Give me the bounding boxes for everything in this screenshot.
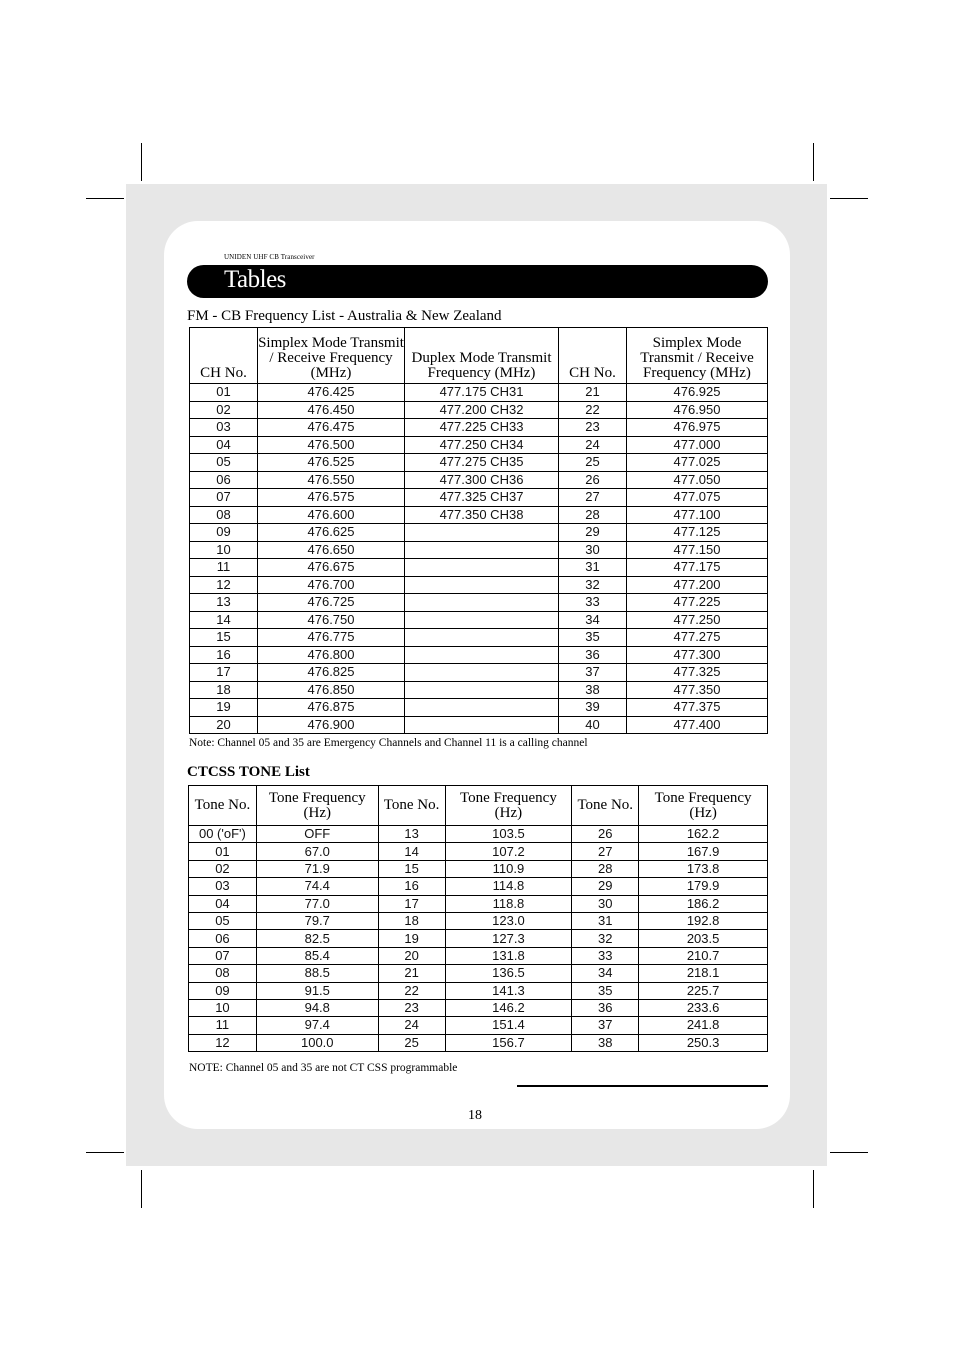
table-cell: 218.1 bbox=[639, 965, 768, 982]
table-cell: 32 bbox=[572, 930, 639, 947]
table-cell: 29 bbox=[572, 878, 639, 895]
table-row bbox=[190, 629, 768, 647]
table-cell: 04 bbox=[189, 895, 257, 912]
table-cell: 151.4 bbox=[445, 1017, 572, 1034]
table-cell: 477.175 CH31 bbox=[405, 384, 559, 402]
table-row bbox=[190, 384, 768, 402]
table-cell: 34 bbox=[559, 611, 627, 629]
table-row bbox=[189, 947, 768, 964]
table-cell: 02 bbox=[189, 860, 257, 877]
crop-mark bbox=[813, 1170, 814, 1208]
table-cell: 33 bbox=[559, 594, 627, 612]
table-cell: 476.525 bbox=[258, 454, 405, 472]
crop-mark bbox=[813, 143, 814, 181]
table-cell bbox=[405, 524, 559, 542]
table-cell: 477.225 bbox=[627, 594, 768, 612]
table-row bbox=[190, 664, 768, 682]
table-row bbox=[190, 541, 768, 559]
table-cell: 34 bbox=[572, 965, 639, 982]
table-row bbox=[190, 611, 768, 629]
table-cell: 477.100 bbox=[627, 506, 768, 524]
table-row bbox=[189, 912, 768, 929]
table-cell: 19 bbox=[378, 930, 445, 947]
table-cell: 476.650 bbox=[258, 541, 405, 559]
table-cell: 16 bbox=[190, 646, 258, 664]
table-cell bbox=[405, 559, 559, 577]
table-cell: 97.4 bbox=[256, 1017, 378, 1034]
table-row bbox=[190, 524, 768, 542]
table-cell: 03 bbox=[189, 878, 257, 895]
table-cell: 179.9 bbox=[639, 878, 768, 895]
table-cell: 05 bbox=[190, 454, 258, 472]
table-cell: 15 bbox=[378, 860, 445, 877]
table-cell: 477.225 CH33 bbox=[405, 419, 559, 437]
table-cell: 11 bbox=[189, 1017, 257, 1034]
table-cell: 476.725 bbox=[258, 594, 405, 612]
table-cell: 36 bbox=[572, 999, 639, 1016]
column-header: Simplex Mode Transmit / Receive Frequency (MHz) bbox=[258, 328, 405, 384]
column-header: Tone Frequency (Hz) bbox=[256, 786, 378, 826]
table-cell: 28 bbox=[572, 860, 639, 877]
table-cell: 26 bbox=[559, 471, 627, 489]
table-header-row bbox=[189, 786, 768, 826]
table-cell: 12 bbox=[189, 1034, 257, 1051]
table-cell: 35 bbox=[572, 982, 639, 999]
table-cell bbox=[405, 629, 559, 647]
table-cell: 21 bbox=[378, 965, 445, 982]
table-cell: 28 bbox=[559, 506, 627, 524]
ctcss-tone-table bbox=[188, 785, 768, 1052]
column-header: CH No. bbox=[559, 328, 627, 384]
column-header: Simplex Mode Transmit / Receive Frequency (MHz) bbox=[627, 328, 768, 384]
table-cell: 476.675 bbox=[258, 559, 405, 577]
table-row bbox=[189, 826, 768, 843]
table-row bbox=[190, 436, 768, 454]
table-cell: 33 bbox=[572, 947, 639, 964]
table-cell: 79.7 bbox=[256, 912, 378, 929]
table-cell: 11 bbox=[190, 559, 258, 577]
table-row bbox=[190, 401, 768, 419]
table-cell bbox=[405, 699, 559, 717]
table-row bbox=[189, 1034, 768, 1051]
table-cell: 85.4 bbox=[256, 947, 378, 964]
table-cell: 18 bbox=[190, 681, 258, 699]
table-cell: 20 bbox=[378, 947, 445, 964]
crop-mark bbox=[141, 143, 142, 181]
table-cell: 123.0 bbox=[445, 912, 572, 929]
table-cell: 203.5 bbox=[639, 930, 768, 947]
column-header: Duplex Mode Transmit Frequency (MHz) bbox=[405, 328, 559, 384]
column-header: Tone No. bbox=[189, 786, 257, 826]
ctcss-section-title: CTCSS TONE List bbox=[187, 764, 310, 780]
table-cell: 38 bbox=[572, 1034, 639, 1051]
table-cell: 37 bbox=[572, 1017, 639, 1034]
table-row bbox=[190, 419, 768, 437]
table-cell: 09 bbox=[190, 524, 258, 542]
table-cell: 15 bbox=[190, 629, 258, 647]
table-cell: 186.2 bbox=[639, 895, 768, 912]
table-cell: 476.550 bbox=[258, 471, 405, 489]
table-cell: 476.575 bbox=[258, 489, 405, 507]
table-header-row bbox=[190, 328, 768, 384]
table-row bbox=[189, 878, 768, 895]
table-cell: 38 bbox=[559, 681, 627, 699]
crop-mark bbox=[141, 1170, 142, 1208]
table-cell: 477.200 CH32 bbox=[405, 401, 559, 419]
table-cell: 30 bbox=[559, 541, 627, 559]
table-cell: 10 bbox=[189, 999, 257, 1016]
table-cell: 13 bbox=[190, 594, 258, 612]
table-cell: 477.000 bbox=[627, 436, 768, 454]
table-cell: 476.875 bbox=[258, 699, 405, 717]
table-cell: 82.5 bbox=[256, 930, 378, 947]
table-cell: 40 bbox=[559, 716, 627, 734]
table-cell: 06 bbox=[189, 930, 257, 947]
table-row bbox=[189, 1017, 768, 1034]
table-cell: 22 bbox=[378, 982, 445, 999]
table-cell: 477.325 CH37 bbox=[405, 489, 559, 507]
column-header: CH No. bbox=[190, 328, 258, 384]
table-cell: 39 bbox=[559, 699, 627, 717]
table-row bbox=[189, 843, 768, 860]
crop-mark bbox=[86, 198, 124, 199]
table-cell: OFF bbox=[256, 826, 378, 843]
table-cell: 14 bbox=[190, 611, 258, 629]
table-row bbox=[190, 559, 768, 577]
table-cell: 476.700 bbox=[258, 576, 405, 594]
page-title: Tables bbox=[224, 266, 286, 293]
table-cell: 476.825 bbox=[258, 664, 405, 682]
table-cell: 88.5 bbox=[256, 965, 378, 982]
table-cell: 103.5 bbox=[445, 826, 572, 843]
table-cell: 25 bbox=[378, 1034, 445, 1051]
table-cell: 02 bbox=[190, 401, 258, 419]
table-cell bbox=[405, 594, 559, 612]
table-cell: 09 bbox=[189, 982, 257, 999]
table-cell: 225.7 bbox=[639, 982, 768, 999]
table-cell: 71.9 bbox=[256, 860, 378, 877]
table-cell: 23 bbox=[378, 999, 445, 1016]
product-header: UNIDEN UHF CB Transceiver bbox=[224, 253, 315, 261]
table-cell: 01 bbox=[189, 843, 257, 860]
table-cell: 477.200 bbox=[627, 576, 768, 594]
table-cell: 477.250 CH34 bbox=[405, 436, 559, 454]
table-cell: 37 bbox=[559, 664, 627, 682]
table-row bbox=[190, 646, 768, 664]
table-cell: 25 bbox=[559, 454, 627, 472]
table-row bbox=[190, 699, 768, 717]
table-cell: 07 bbox=[190, 489, 258, 507]
table-cell: 35 bbox=[559, 629, 627, 647]
table-cell: 476.600 bbox=[258, 506, 405, 524]
table-row bbox=[190, 576, 768, 594]
table-cell: 12 bbox=[190, 576, 258, 594]
table-cell: 10 bbox=[190, 541, 258, 559]
table-cell: 476.975 bbox=[627, 419, 768, 437]
table-cell: 241.8 bbox=[639, 1017, 768, 1034]
table-cell: 36 bbox=[559, 646, 627, 664]
table-cell: 476.450 bbox=[258, 401, 405, 419]
table-cell: 210.7 bbox=[639, 947, 768, 964]
table-cell: 06 bbox=[190, 471, 258, 489]
table-cell: 477.375 bbox=[627, 699, 768, 717]
fm-note: Note: Channel 05 and 35 are Emergency Channels and Channel 11 is a calling channel bbox=[189, 737, 588, 749]
table-cell: 476.850 bbox=[258, 681, 405, 699]
table-cell: 477.325 bbox=[627, 664, 768, 682]
table-cell: 77.0 bbox=[256, 895, 378, 912]
table-row bbox=[189, 860, 768, 877]
table-cell: 476.775 bbox=[258, 629, 405, 647]
table-row bbox=[190, 681, 768, 699]
table-cell: 05 bbox=[189, 912, 257, 929]
table-cell: 67.0 bbox=[256, 843, 378, 860]
table-cell bbox=[405, 576, 559, 594]
table-cell: 192.8 bbox=[639, 912, 768, 929]
fm-frequency-table bbox=[189, 327, 768, 734]
table-cell: 31 bbox=[559, 559, 627, 577]
table-cell: 167.9 bbox=[639, 843, 768, 860]
table-cell: 16 bbox=[378, 878, 445, 895]
table-cell: 29 bbox=[559, 524, 627, 542]
table-cell: 26 bbox=[572, 826, 639, 843]
table-cell: 30 bbox=[572, 895, 639, 912]
table-cell: 476.425 bbox=[258, 384, 405, 402]
table-row bbox=[190, 454, 768, 472]
table-cell: 476.900 bbox=[258, 716, 405, 734]
table-cell: 17 bbox=[378, 895, 445, 912]
table-cell: 477.150 bbox=[627, 541, 768, 559]
table-cell: 477.350 bbox=[627, 681, 768, 699]
footer-rule bbox=[517, 1085, 768, 1087]
table-cell: 18 bbox=[378, 912, 445, 929]
table-cell: 136.5 bbox=[445, 965, 572, 982]
table-cell: 146.2 bbox=[445, 999, 572, 1016]
table-cell: 32 bbox=[559, 576, 627, 594]
table-cell: 100.0 bbox=[256, 1034, 378, 1051]
table-cell: 74.4 bbox=[256, 878, 378, 895]
table-cell: 23 bbox=[559, 419, 627, 437]
table-cell bbox=[405, 681, 559, 699]
table-cell: 477.025 bbox=[627, 454, 768, 472]
table-cell: 477.175 bbox=[627, 559, 768, 577]
table-cell: 91.5 bbox=[256, 982, 378, 999]
table-cell: 01 bbox=[190, 384, 258, 402]
table-row bbox=[189, 930, 768, 947]
table-cell: 477.300 bbox=[627, 646, 768, 664]
table-cell: 127.3 bbox=[445, 930, 572, 947]
table-cell: 476.750 bbox=[258, 611, 405, 629]
table-cell: 477.275 CH35 bbox=[405, 454, 559, 472]
ctcss-note: NOTE: Channel 05 and 35 are not CT CSS programmable bbox=[189, 1062, 458, 1074]
table-cell: 476.800 bbox=[258, 646, 405, 664]
column-header: Tone Frequency (Hz) bbox=[639, 786, 768, 826]
table-cell: 31 bbox=[572, 912, 639, 929]
table-cell: 141.3 bbox=[445, 982, 572, 999]
table-cell: 477.125 bbox=[627, 524, 768, 542]
table-cell: 03 bbox=[190, 419, 258, 437]
table-cell: 476.475 bbox=[258, 419, 405, 437]
table-row bbox=[189, 895, 768, 912]
page-number: 18 bbox=[468, 1108, 482, 1123]
table-cell: 08 bbox=[190, 506, 258, 524]
table-cell: 107.2 bbox=[445, 843, 572, 860]
table-cell: 24 bbox=[559, 436, 627, 454]
table-cell bbox=[405, 646, 559, 664]
table-row bbox=[190, 471, 768, 489]
crop-mark bbox=[86, 1152, 124, 1153]
table-cell: 477.400 bbox=[627, 716, 768, 734]
column-header: Tone No. bbox=[378, 786, 445, 826]
crop-mark bbox=[830, 1152, 868, 1153]
table-cell: 24 bbox=[378, 1017, 445, 1034]
table-row bbox=[190, 594, 768, 612]
table-cell: 477.075 bbox=[627, 489, 768, 507]
table-cell: 19 bbox=[190, 699, 258, 717]
table-cell: 233.6 bbox=[639, 999, 768, 1016]
table-row bbox=[189, 965, 768, 982]
table-row bbox=[190, 716, 768, 734]
table-cell: 04 bbox=[190, 436, 258, 454]
table-cell: 156.7 bbox=[445, 1034, 572, 1051]
table-cell: 08 bbox=[189, 965, 257, 982]
table-cell bbox=[405, 716, 559, 734]
table-cell: 250.3 bbox=[639, 1034, 768, 1051]
table-cell: 21 bbox=[559, 384, 627, 402]
table-cell bbox=[405, 541, 559, 559]
table-cell: 477.350 CH38 bbox=[405, 506, 559, 524]
table-cell: 20 bbox=[190, 716, 258, 734]
table-cell: 14 bbox=[378, 843, 445, 860]
table-cell bbox=[405, 611, 559, 629]
table-cell: 476.950 bbox=[627, 401, 768, 419]
table-cell: 477.275 bbox=[627, 629, 768, 647]
table-cell: 07 bbox=[189, 947, 257, 964]
table-cell: 00 ('oF') bbox=[189, 826, 257, 843]
table-cell: 476.500 bbox=[258, 436, 405, 454]
table-row bbox=[189, 982, 768, 999]
table-cell: 173.8 bbox=[639, 860, 768, 877]
table-cell: 27 bbox=[572, 843, 639, 860]
table-cell: 114.8 bbox=[445, 878, 572, 895]
column-header: Tone Frequency (Hz) bbox=[445, 786, 572, 826]
title-bar bbox=[187, 265, 768, 298]
fm-section-title: FM - CB Frequency List - Australia & New Zealand bbox=[187, 308, 502, 324]
table-cell: 477.300 CH36 bbox=[405, 471, 559, 489]
table-row bbox=[190, 489, 768, 507]
table-cell bbox=[405, 664, 559, 682]
table-cell: 477.250 bbox=[627, 611, 768, 629]
table-cell: 22 bbox=[559, 401, 627, 419]
table-cell: 477.050 bbox=[627, 471, 768, 489]
table-cell: 131.8 bbox=[445, 947, 572, 964]
table-cell: 27 bbox=[559, 489, 627, 507]
table-row bbox=[189, 999, 768, 1016]
table-cell: 162.2 bbox=[639, 826, 768, 843]
table-cell: 110.9 bbox=[445, 860, 572, 877]
column-header: Tone No. bbox=[572, 786, 639, 826]
table-cell: 118.8 bbox=[445, 895, 572, 912]
crop-mark bbox=[830, 198, 868, 199]
table-cell: 17 bbox=[190, 664, 258, 682]
table-cell: 94.8 bbox=[256, 999, 378, 1016]
table-cell: 476.625 bbox=[258, 524, 405, 542]
table-row bbox=[190, 506, 768, 524]
table-cell: 13 bbox=[378, 826, 445, 843]
table-cell: 476.925 bbox=[627, 384, 768, 402]
